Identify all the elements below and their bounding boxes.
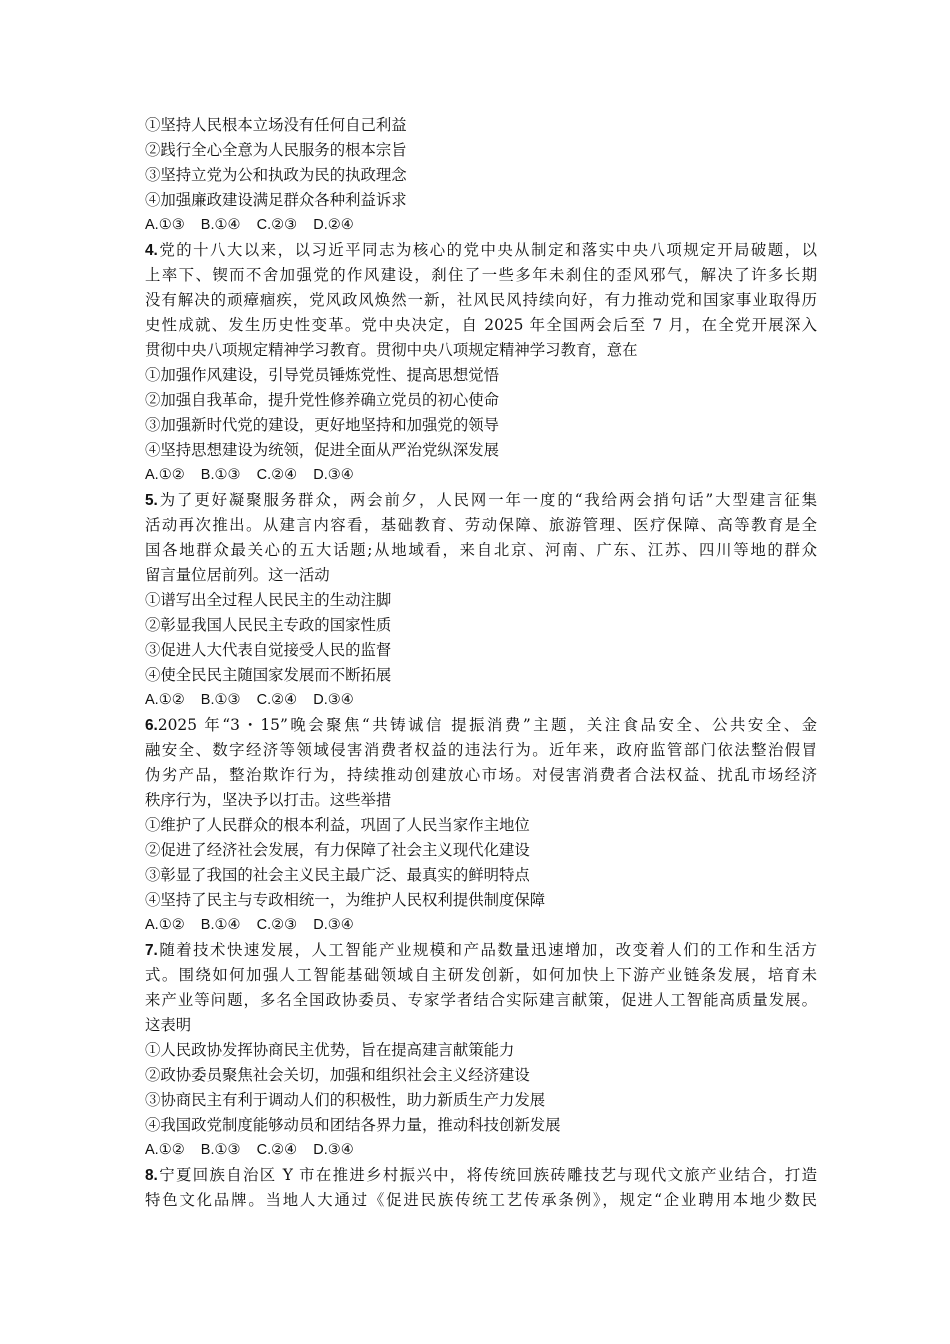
q6-stem-line: 6.2025 年“3・15”晚会聚焦“共铸诚信 提振消费”主题，关注食品安全、公共安全、金 bbox=[145, 716, 817, 734]
q8-number: 8. bbox=[145, 1167, 158, 1184]
q7-option-1: ①人民政协发挥协商民主优势，旨在提高建言献策能力 bbox=[145, 1041, 515, 1059]
q8-stem-line: 8.宁夏回族自治区 Y 市在推进乡村振兴中，将传统回族砖雕技艺与现代文旅产业结合，打造 bbox=[145, 1166, 817, 1184]
q4-option-4: ④坚持思想建设为统领，促进全面从严治党纵深发展 bbox=[145, 441, 499, 459]
q6-option-4: ④坚持了民主与专政相统一，为维护人民权利提供制度保障 bbox=[145, 891, 546, 909]
q7-option-2: ②政协委员聚焦社会关切，加强和组织社会主义经济建设 bbox=[145, 1066, 530, 1084]
q3-option-1: ①坚持人民根本立场没有任何自己利益 bbox=[145, 116, 407, 134]
q6-stem-line: 秩序行为，坚决予以打击。这些举措 bbox=[145, 791, 392, 809]
question-content bbox=[145, 113, 817, 1213]
q7-option-3: ③协商民主有利于调动人们的积极性，助力新质生产力发展 bbox=[145, 1091, 546, 1109]
q5-option-4: ④使全民民主随国家发展而不断拓展 bbox=[145, 666, 392, 684]
q4-stem-line: 4.党的十八大以来，以习近平同志为核心的党中央从制定和落实中央八项规定开局破题，以 bbox=[145, 241, 817, 259]
q6-stem-line: 融安全、数字经济等领域侵害消费者权益的违法行为。近年来，政府监管部门依法整治假冒 bbox=[145, 741, 817, 759]
q7-choices: A.①② B.①③ C.②④ D.③④ bbox=[145, 1142, 354, 1158]
q4-option-3: ③加强新时代党的建设，更好地坚持和加强党的领导 bbox=[145, 416, 499, 434]
q3-option-3: ③坚持立党为公和执政为民的执政理念 bbox=[145, 166, 407, 184]
q5-option-1: ①谱写出全过程人民民主的生动注脚 bbox=[145, 591, 392, 609]
q6-option-1: ①维护了人民群众的根本利益，巩固了人民当家作主地位 bbox=[145, 816, 530, 834]
q6-number: 6. bbox=[145, 717, 158, 734]
q4-stem-line: 贯彻中央八项规定精神学习教育。贯彻中央八项规定精神学习教育，意在 bbox=[145, 341, 638, 359]
q6-choices: A.①② B.①④ C.②③ D.③④ bbox=[145, 917, 354, 933]
q7-stem-line: 7.随着技术快速发展，人工智能产业规模和产品数量迅速增加，改变着人们的工作和生活方 bbox=[145, 941, 817, 959]
q5-option-2: ②彰显我国人民民主专政的国家性质 bbox=[145, 616, 392, 634]
q7-option-4: ④我国政党制度能够动员和团结各界力量，推动科技创新发展 bbox=[145, 1116, 561, 1134]
q4-number: 4. bbox=[145, 242, 158, 259]
q3-choices: A.①③ B.①④ C.②③ D.②④ bbox=[145, 217, 354, 233]
q7-stem-line: 来产业等问题，多名全国政协委员、专家学者结合实际建言献策，促进人工智能高质量发展。 bbox=[145, 991, 817, 1009]
q5-stem-line: 5.为了更好凝聚服务群众，两会前夕，人民网一年一度的“我给两会捎句话”大型建言征集 bbox=[145, 491, 817, 509]
q4-option-2: ②加强自我革命，提升党性修养确立党员的初心使命 bbox=[145, 391, 499, 409]
q6-option-2: ②促进了经济社会发展，有力保障了社会主义现代化建设 bbox=[145, 841, 530, 859]
q4-stem-line: 史性成就、发生历史性变革。党中央决定，自 2025 年全国两会后至 7 月，在全党开展深入 bbox=[145, 316, 817, 334]
q4-stem-line: 上率下、锲而不舍加强党的作风建设，刹住了一些多年未刹住的歪风邪气，解决了许多长期 bbox=[145, 266, 817, 284]
q5-stem-line: 活动再次推出。从建言内容看，基础教育、劳动保障、旅游管理、医疗保障、高等教育是全 bbox=[145, 516, 817, 534]
q8-stem-line: 特色文化品牌。当地人大通过《促进民族传统工艺传承条例》，规定“企业聘用本地少数民 bbox=[145, 1191, 817, 1209]
q7-stem-line: 式。围绕如何加强人工智能基础领域自主研发创新，如何加快上下游产业链条发展，培育未 bbox=[145, 966, 817, 984]
q3-option-2: ②践行全心全意为人民服务的根本宗旨 bbox=[145, 141, 407, 159]
q6-option-3: ③彰显了我国的社会主义民主最广泛、最真实的鲜明特点 bbox=[145, 866, 530, 884]
q5-option-3: ③促进人大代表自觉接受人民的监督 bbox=[145, 641, 392, 659]
q5-choices: A.①② B.①③ C.②④ D.③④ bbox=[145, 692, 354, 708]
q5-stem-line: 国各地群众最关心的五大话题;从地域看，来自北京、河南、广东、江苏、四川等地的群众 bbox=[145, 541, 817, 559]
q5-number: 5. bbox=[145, 492, 158, 509]
q7-number: 7. bbox=[145, 942, 158, 959]
q6-stem-line: 伪劣产品，整治欺诈行为，持续推动创建放心市场。对侵害消费者合法权益、扰乱市场经济 bbox=[145, 766, 817, 784]
q5-stem-line: 留言量位居前列。这一活动 bbox=[145, 566, 330, 584]
q4-choices: A.①② B.①③ C.②④ D.③④ bbox=[145, 467, 354, 483]
q4-stem-line: 没有解决的顽瘴痼疾，党风政风焕然一新，社风民风持续向好，有力推动党和国家事业取得历 bbox=[145, 291, 817, 309]
q7-stem-line: 这表明 bbox=[145, 1016, 192, 1034]
q3-option-4: ④加强廉政建设满足群众各种利益诉求 bbox=[145, 191, 407, 209]
q4-option-1: ①加强作风建设，引导党员锤炼党性、提高思想觉悟 bbox=[145, 366, 499, 384]
